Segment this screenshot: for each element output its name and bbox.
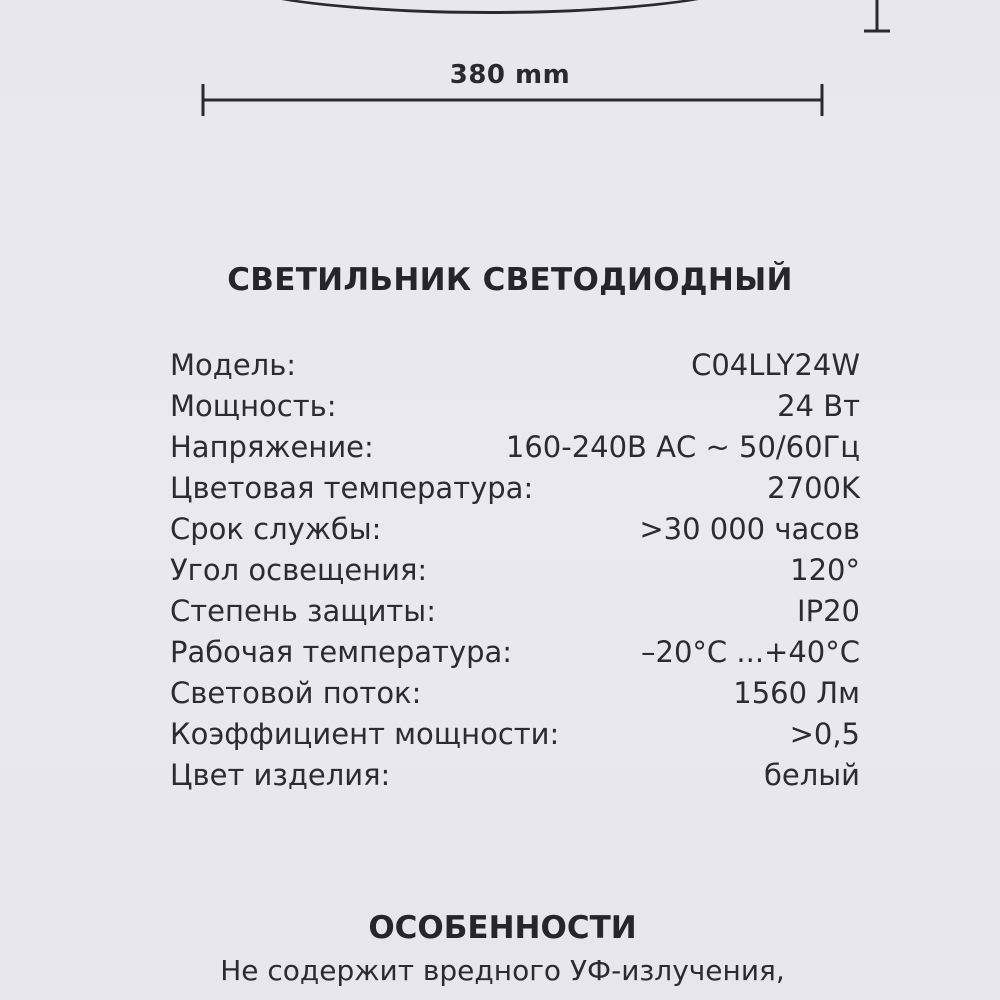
spec-value: 160-240В АС ~ 50/60Гц — [505, 430, 860, 464]
spec-label: Модель: — [170, 348, 297, 382]
spec-value: –20°С ...+40°С — [641, 635, 860, 669]
spec-row-model — [170, 348, 860, 389]
spec-row-luminous-flux — [170, 676, 860, 717]
spec-label: Световой поток: — [170, 676, 422, 710]
spec-row-power-factor — [170, 717, 860, 758]
spec-label: Степень защиты: — [170, 594, 436, 628]
spec-value: 24 Вт — [777, 389, 860, 423]
spec-row-operating-temperature — [170, 635, 860, 676]
spec-value: 2700K — [767, 471, 860, 505]
spec-row-product-color — [170, 758, 860, 799]
product-title: СВЕТИЛЬНИК СВЕТОДИОДНЫЙ — [227, 262, 793, 298]
features-heading: ОСОБЕННОСТИ — [368, 910, 637, 946]
spec-label: Мощность: — [170, 389, 337, 423]
spec-label: Угол освещения: — [170, 553, 428, 587]
spec-row-lifetime — [170, 512, 860, 553]
spec-value: >0,5 — [789, 717, 860, 751]
spec-value: >30 000 часов — [639, 512, 860, 546]
spec-label: Срок службы: — [170, 512, 382, 546]
spec-value: 1560 Лм — [733, 676, 860, 710]
features-text: Не содержит вредного УФ-излучения, — [220, 954, 785, 987]
spec-row-beam-angle — [170, 553, 860, 594]
spec-label: Напряжение: — [170, 430, 374, 464]
spec-label: Цвет изделия: — [170, 758, 391, 792]
height-dimension-marker — [862, 0, 892, 34]
spec-row-protection — [170, 594, 860, 635]
spec-value: 120° — [790, 553, 860, 587]
spec-row-power — [170, 389, 860, 430]
spec-value: белый — [763, 758, 860, 792]
lamp-outline-drawing — [210, 0, 770, 14]
spec-label: Цветовая температура: — [170, 471, 534, 505]
spec-row-voltage — [170, 430, 860, 471]
width-dimension-line — [200, 82, 826, 122]
spec-value: IP20 — [797, 594, 860, 628]
specs-table — [170, 348, 860, 799]
spec-label: Рабочая температура: — [170, 635, 513, 669]
spec-row-color-temperature — [170, 471, 860, 512]
spec-label: Коэффициент мощности: — [170, 717, 560, 751]
width-dimension-label: 380 mm — [449, 60, 571, 90]
spec-value: C04LLY24W — [691, 348, 860, 382]
